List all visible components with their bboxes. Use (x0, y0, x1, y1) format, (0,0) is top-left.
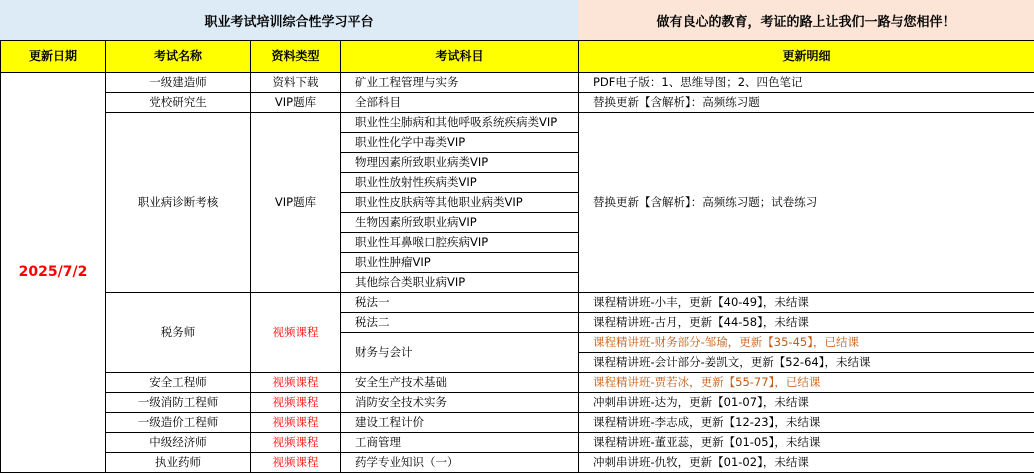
platform-title: 职业考试培训综合性学习平台 (0, 0, 578, 40)
detail: 替换更新【含解析】：高频练习题；试卷练习 (579, 113, 1034, 293)
table-row (1, 413, 1034, 433)
subject: 工商管理 (341, 433, 579, 453)
detail: 课程精讲班-会计部分-姜凯文，更新【52-64】，未结课 (579, 353, 1034, 373)
exam-name: 税务师 (106, 293, 251, 373)
table-row (1, 293, 1034, 313)
subject: 财务与会计 (341, 333, 579, 373)
header-date: 更新日期 (1, 41, 106, 73)
table-row (1, 113, 1034, 133)
header-subject: 考试科目 (341, 41, 579, 73)
detail: 课程精讲班-财务部分-邹瑜，更新【35-45】，已结课 (579, 333, 1034, 353)
subject: 其他综合类职业病VIP (341, 273, 579, 293)
header-exam-name: 考试名称 (106, 41, 251, 73)
header-material-type: 资料类型 (251, 41, 341, 73)
exam-name: 党校研究生 (106, 93, 251, 113)
header-detail: 更新明细 (579, 41, 1034, 73)
subject: 安全生产技术基础 (341, 373, 579, 393)
material-type: 资料下载 (251, 73, 341, 93)
exam-name: 一级造价工程师 (106, 413, 251, 433)
subject: 职业性肿瘤VIP (341, 253, 579, 273)
detail: 课程精讲班-李志成，更新【12-23】，未结课 (579, 413, 1034, 433)
subject: 职业性尘肺病和其他呼吸系统疾病类VIP (341, 113, 579, 133)
detail: PDF电子版：1、思维导图；2、四色笔记 (579, 73, 1034, 93)
subject: 生物因素所致职业病VIP (341, 213, 579, 233)
material-type: 视频课程 (251, 293, 341, 373)
exam-name: 执业药师 (106, 453, 251, 473)
table-row (1, 453, 1034, 473)
material-type: 视频课程 (251, 433, 341, 453)
subject: 职业性放射性疾病类VIP (341, 173, 579, 193)
material-type: 视频课程 (251, 413, 341, 433)
subject: 职业性皮肤病等其他职业病类VIP (341, 193, 579, 213)
subject: 药学专业知识（一） (341, 453, 579, 473)
update-table (0, 40, 1034, 473)
subject: 物理因素所致职业病类VIP (341, 153, 579, 173)
subject: 矿业工程管理与实务 (341, 73, 579, 93)
detail: 替换更新【含解析】：高频练习题 (579, 93, 1034, 113)
table-row (1, 393, 1034, 413)
detail: 冲刺串讲班-达为，更新【01-07】，未结课 (579, 393, 1034, 413)
slogan: 做有良心的教育，考证的路上让我们一路与您相伴！ (578, 0, 1034, 40)
table-row (1, 73, 1034, 93)
exam-name: 职业病诊断考核 (106, 113, 251, 293)
subject: 全部科目 (341, 93, 579, 113)
detail: 冲刺串讲班-仇牧，更新【01-02】，未结课 (579, 453, 1034, 473)
exam-name: 一级建造师 (106, 73, 251, 93)
update-date: 2025/7/2 (1, 73, 106, 473)
subject: 税法一 (341, 293, 579, 313)
material-type: VIP题库 (251, 93, 341, 113)
material-type: 视频课程 (251, 453, 341, 473)
detail: 课程精讲班-古月，更新【44-58】，未结课 (579, 313, 1034, 333)
material-type: VIP题库 (251, 113, 341, 293)
exam-name: 一级消防工程师 (106, 393, 251, 413)
detail: 课程精讲班-董亚蕊，更新【01-05】，未结课 (579, 433, 1034, 453)
table-row (1, 433, 1034, 453)
exam-name: 中级经济师 (106, 433, 251, 453)
subject: 消防安全技术实务 (341, 393, 579, 413)
subject: 职业性化学中毒类VIP (341, 133, 579, 153)
subject: 建设工程计价 (341, 413, 579, 433)
subject: 职业性耳鼻喉口腔疾病VIP (341, 233, 579, 253)
table-row (1, 373, 1034, 393)
material-type: 视频课程 (251, 393, 341, 413)
detail: 课程精讲班-贾若冰，更新【55-77】，已结课 (579, 373, 1034, 393)
detail: 课程精讲班-小丰，更新【40-49】，未结课 (579, 293, 1034, 313)
material-type: 视频课程 (251, 373, 341, 393)
header-row (1, 41, 1034, 73)
subject: 税法二 (341, 313, 579, 333)
banner (0, 0, 1034, 40)
table-row (1, 93, 1034, 113)
exam-name: 安全工程师 (106, 373, 251, 393)
